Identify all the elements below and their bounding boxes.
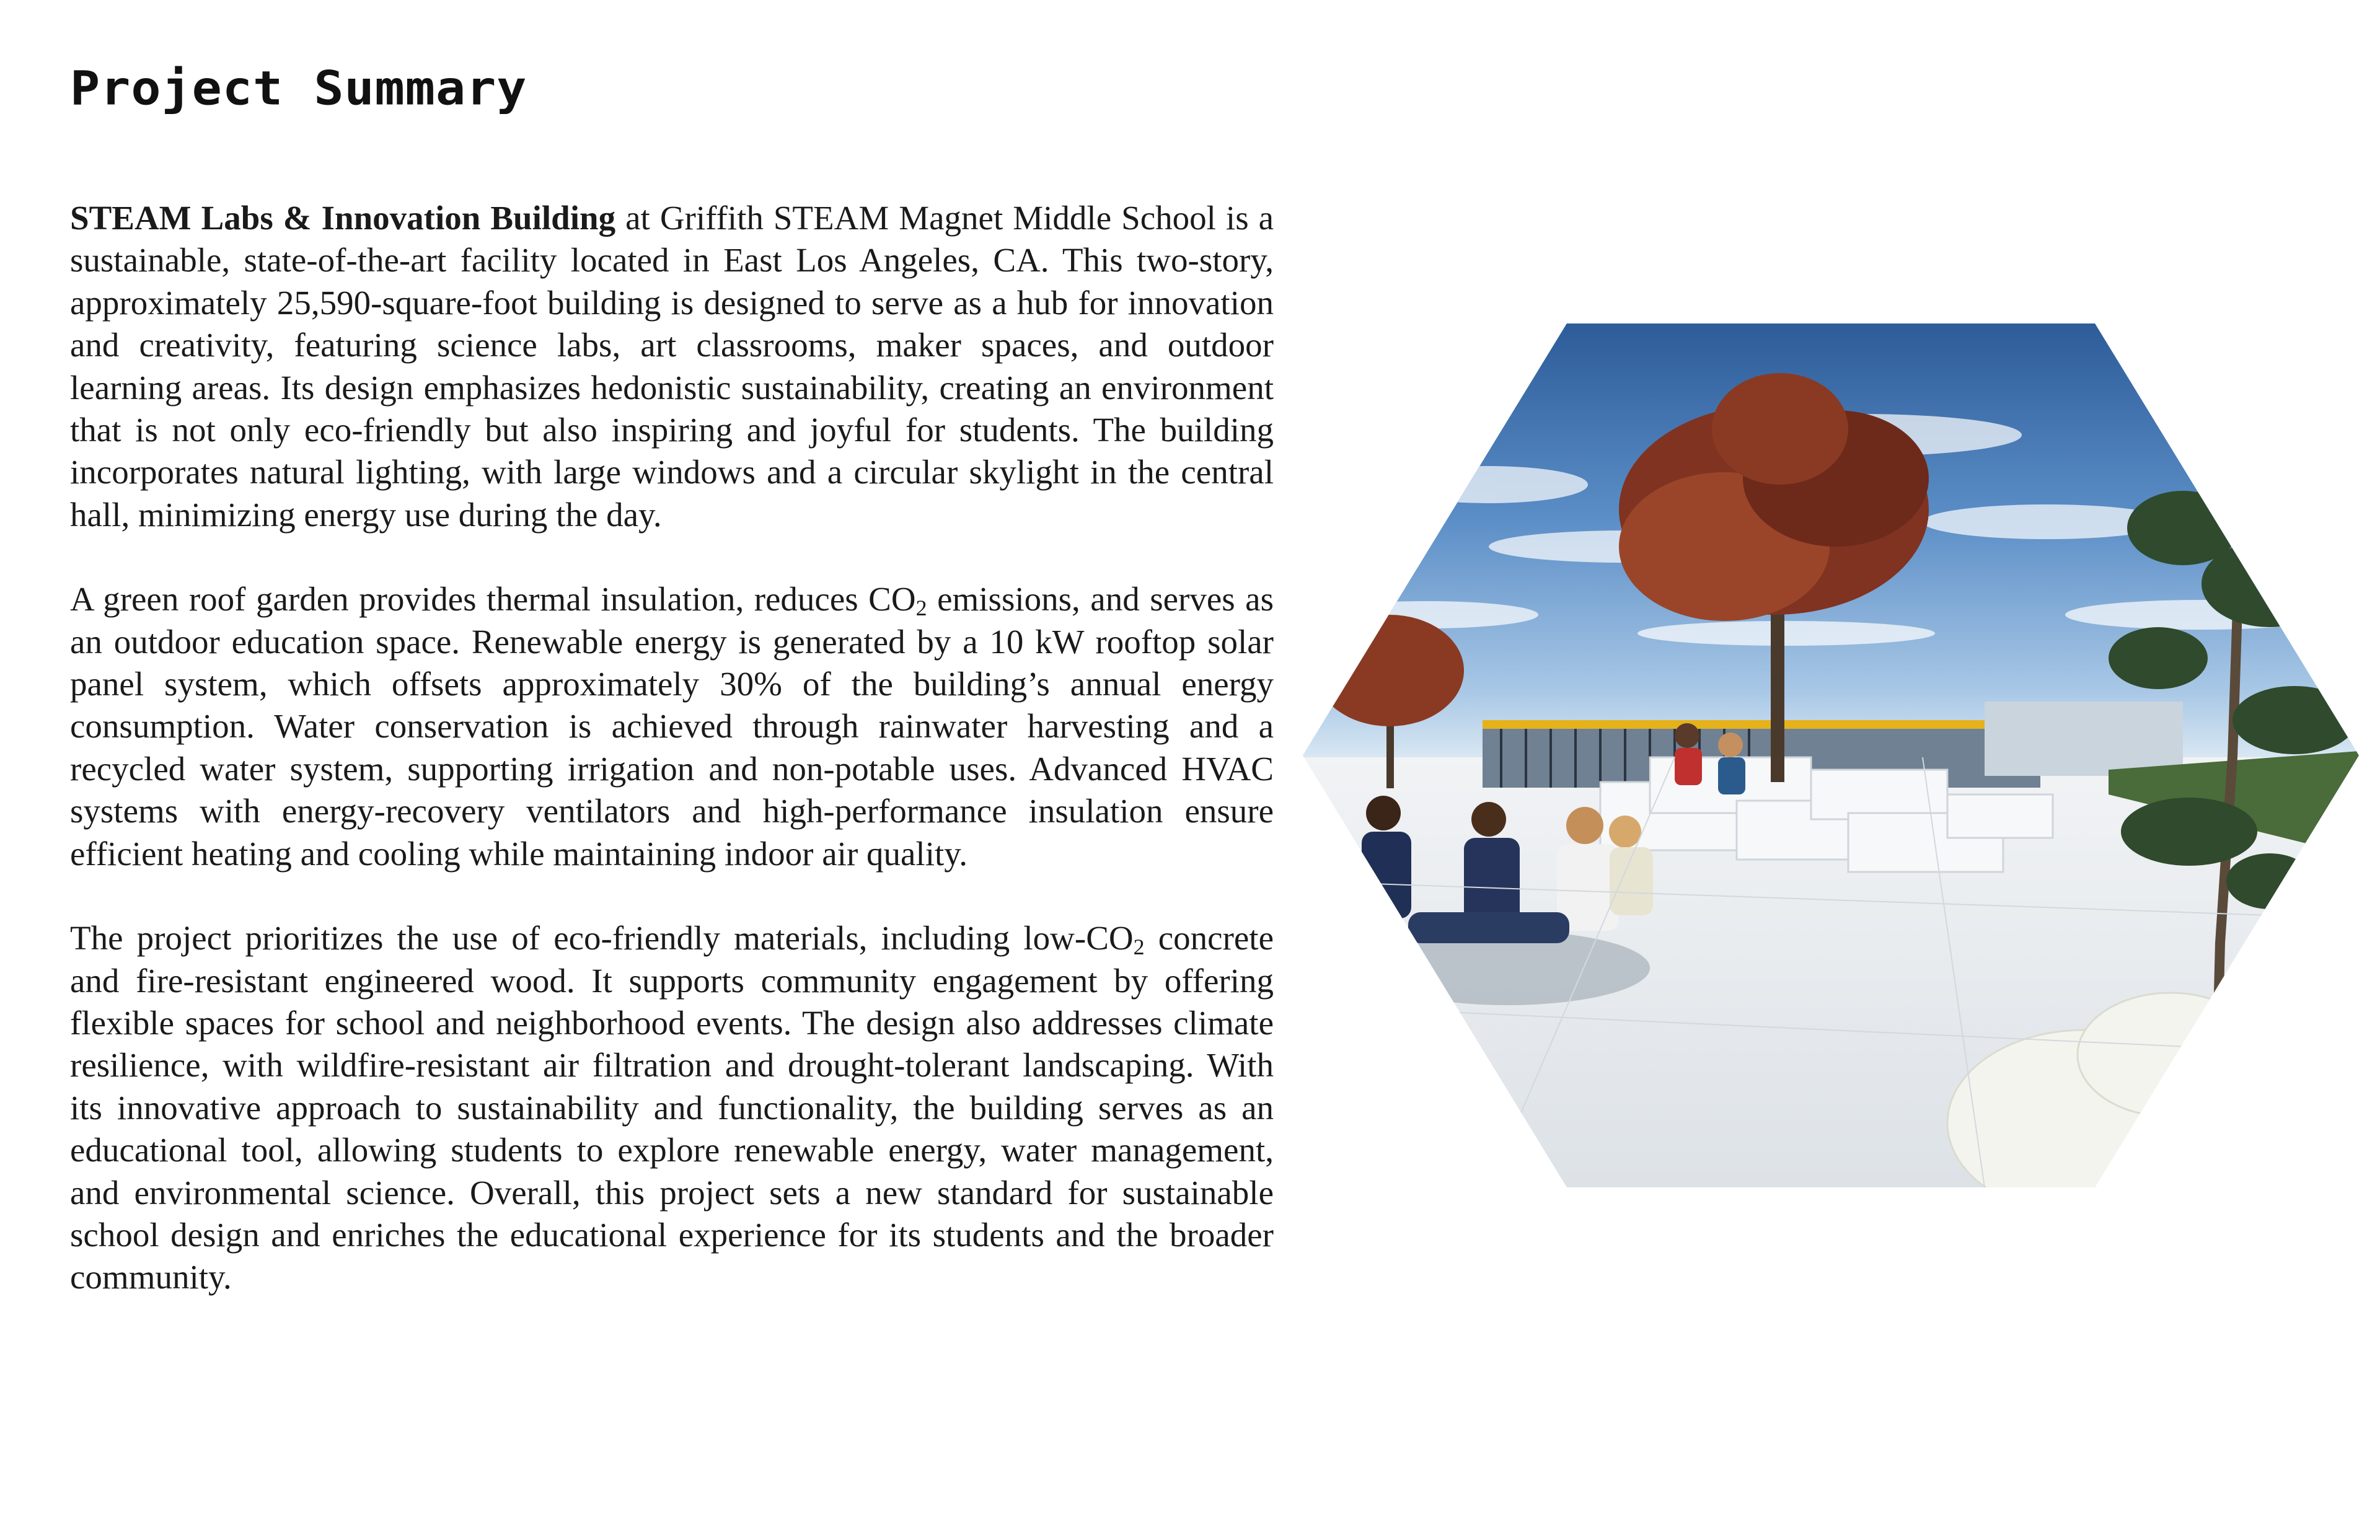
paragraph-1-text: at Griffith STEAM Magnet Middle School is a sustainable, state-of-the-art facility located in East Los Angeles, CA. This two-story, approximately 25,590-square-foot building is designed to serve as a hub for innovation and creativity, featuring science labs, art classrooms, maker spaces, and outdoor learning areas. Its design emphasizes hedonistic sustainability, creating an environment that is not only eco-friendly but also inspiring and joyful for students. The building incorporates natural lighting, with large windows and a circular skylight in the central hall, minimizing energy use during the day. [70, 199, 1274, 534]
paragraph-2-text-b: emissions, and serves as an outdoor education space. Renewable energy is generated by a 10 kW rooftop solar panel system, which offsets approximately 30% of the building’s annual energy consumption. Water conservation is achieved through rainwater harvesting and a recycled water system, supporting irrigation and non-potable uses. Advanced HVAC systems with energy-recovery ventilators and high-performance insulation ensure efficient heating and cooling while maintaining indoor air quality. [70, 580, 1274, 873]
summary-paragraph-3 [70, 917, 1274, 1299]
paragraph-3-text-a: The project prioritizes the use of eco-friendly materials, including low-CO [70, 919, 1134, 957]
summary-paragraph-1 [70, 197, 1274, 536]
paragraph-3-text-b: concrete and fire-resistant engineered wood. It supports community engagement by offering flexible spaces for school and neighborhood events. The design also addresses climate resilience, with wildfire-resistant air filtration and drought-tolerant landscaping. With its innovative approach to sustainability and functionality, the building serves as an educational tool, allowing students to explore renewable energy, water management, and environmental science. Overall, this project sets a new standard for sustainable school design and enriches the educational experience for its students and the broader community. [70, 919, 1274, 1296]
co2-subscript: 2 [1133, 935, 1145, 960]
building-name: STEAM Labs & Innovation Building [70, 199, 616, 237]
page-title: Project Summary [70, 61, 527, 116]
paragraph-2-text-a: A green roof garden provides thermal insulation, reduces CO [70, 580, 916, 618]
summary-paragraph-2 [70, 578, 1274, 875]
co2-subscript: 2 [915, 596, 927, 621]
rooftop-garden-illustration [1303, 323, 2359, 1187]
project-summary-text [70, 197, 1274, 1299]
rooftop-garden-photo [1303, 323, 2359, 1187]
